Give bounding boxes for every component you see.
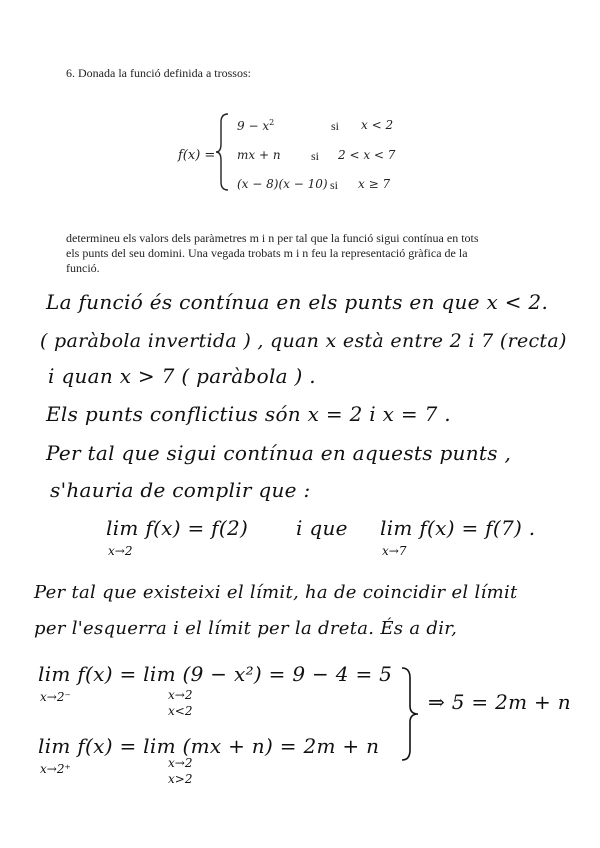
hand-line-5: Per tal que sigui contínua en aquests punts , (46, 441, 512, 465)
left-limit-sub-2: x→2 (168, 688, 193, 702)
left-limit-sub-3: x<2 (168, 704, 193, 718)
case-2-condition: 2 < x < 7 (338, 148, 396, 162)
continuity-limit-at-2: lim f(x) = f(2) (106, 516, 249, 540)
statement-line-1: determineu els valors dels paràmetres m i n per tal que la funció sigui contínua en tots (66, 231, 479, 245)
right-limit-sub: x→2⁺ (40, 762, 71, 776)
hand-line-8: per l'esquerra i el límit per la dreta. És a dir, (34, 618, 458, 639)
right-limit-expression: lim f(x) = lim (mx + n) = 2m + n (38, 734, 380, 758)
case-1-si: si (331, 119, 340, 133)
case-1-condition: x < 2 (361, 118, 394, 132)
continuity-sub-x-to-7: x→7 (382, 544, 407, 558)
statement-line-3: funció. (66, 261, 100, 275)
hand-line-1: La funció és contínua en els punts en que x < 2. (46, 290, 549, 314)
hand-line-6: s'hauria de complir que : (50, 478, 311, 502)
statement-line-2: els punts del seu domini. Una vegada trobats m i n feu la representació gràfica de la (66, 246, 468, 260)
case-2-si: si (311, 149, 320, 163)
hand-line-7: Per tal que existeixi el límit, ha de coincidir el límit (34, 582, 518, 603)
continuity-sub-x-to-2: x→2 (108, 544, 133, 558)
right-limit-sub-3: x>2 (168, 772, 193, 786)
case-3-expr: (x − 8)(x − 10) (237, 177, 328, 191)
case-1-expr: $9 - x^2$ (237, 118, 275, 133)
result-equation: ⇒ 5 = 2m + n (428, 690, 571, 714)
case-2-expr: mx + n (237, 148, 281, 162)
continuity-joiner: i que (296, 516, 348, 540)
piecewise-brace (216, 112, 230, 196)
result-brace (400, 666, 422, 766)
right-limit-sub-2: x→2 (168, 756, 193, 770)
hand-line-4: Els punts conflictius són x = 2 i x = 7 . (46, 402, 451, 426)
hand-line-3: i quan x > 7 ( paràbola ) . (48, 364, 316, 388)
case-3-condition: x ≥ 7 (358, 177, 391, 191)
hand-line-2: ( paràbola invertida ) , quan x està entre 2 i 7 (recta) (40, 330, 567, 352)
problem-heading: 6. Donada la funció definida a trossos: (66, 66, 251, 80)
left-limit-sub: x→2⁻ (40, 690, 71, 704)
case-3-si: si (330, 178, 339, 192)
left-limit-expression: lim f(x) = lim (9 − x²) = 9 − 4 = 5 (38, 662, 393, 686)
continuity-limit-at-7: lim f(x) = f(7) . (380, 516, 536, 540)
function-label: f(x) = (178, 148, 216, 163)
